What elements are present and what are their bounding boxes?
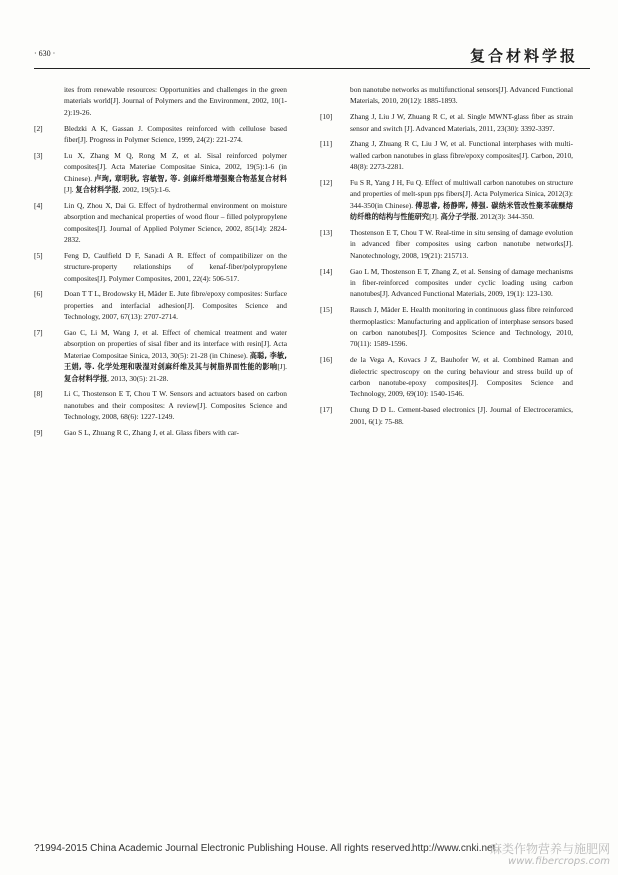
reference-number: [17] — [320, 405, 333, 415]
reference-text: Lin Q, Zhou X, Dai G. Effect of hydrothermal environment on moisture absorption and mechanical properties of wood flour – filled polypropylene composites[J]. Journal of Applied Polymer Science, 2002, 85(14): 2824-2832. — [64, 200, 287, 245]
reference-text: Chung D D L. Cement-based electronics [J]. Journal of Electroceramics, 2001, 6(1): 75-88. — [350, 405, 573, 426]
reference-number: [15] — [320, 305, 333, 315]
reference-text: Feng D, Caulfield D F, Sanadi A R. Effect of compatibilizer on the structure-property relationships of kenaf-fiber/polypropylene composites[J]. Polymer Composites, 2001, 22(4): 506-517. — [64, 250, 287, 283]
reference-text: Fu S R, Yang J H, Fu Q. Effect of multiwall carbon nanotubes on structure and properties of melt-spun pps fibers[J]. Acta Polymerica Sinica, 2012(3): 344-350(in Chinese). — [350, 178, 573, 210]
reference-text-chinese: 高分子学报 — [440, 212, 477, 222]
reference-item — [320, 404, 573, 427]
reference-text-chinese: 复合材料学报 — [64, 373, 108, 383]
reference-text: [J]. — [429, 212, 441, 222]
reference-number: [9] — [34, 428, 43, 438]
journal-title: 复合材料学报 — [469, 47, 578, 65]
reference-number: [14] — [320, 266, 333, 276]
page-number: · 630 · — [34, 49, 56, 58]
reference-item — [320, 354, 573, 400]
reference-item — [34, 288, 287, 322]
reference-text: Zhang J, Liu J W, Zhuang R C, et al. Single MWNT-glass fiber as strain sensor and switch [J]. Advanced Materials, 2011, 23(30): 3392-3397. — [350, 112, 573, 133]
reference-text: , 2013, 30(5): 21-28. — [107, 373, 169, 383]
reference-text: , 2012(3): 344-350. — [476, 212, 535, 222]
reference-text-chinese: 复合材料学报 — [75, 185, 119, 195]
reference-item — [34, 427, 287, 438]
reference-text: ites from renewable resources: Opportunities and challenges in the green materials world[J]. Journal of Polymers and the Environment, 2002, 10(1-2):19-26. — [64, 85, 287, 117]
reference-item — [320, 177, 573, 223]
reference-text-chinese: 高聪, 李敏, 王娟, 等. 化学处理和吸湿对剑麻纤维及其与树脂界面性能的影响 — [64, 350, 287, 372]
reference-text: Rausch J, Mäder E. Health monitoring in continuous glass fibre reinforced thermoplastics: Manufacturing and application of interphase sensors based on carbon nanotubes[J]. Composites Science and Technology, 2010, 70(11): 1589-1596. — [350, 305, 573, 349]
reference-text: Lu X, Zhang M Q, Rong M Z, et al. Sisal reinforced polymer composites[J]. Acta Materiae Compositae Sinica, 2002, 19(5):1-6 (in Chinese). — [64, 150, 287, 183]
reference-item — [320, 111, 573, 134]
reference-text: Gao L M, Thostenson E T, Zhang Z, et al. Sensing of damage mechanisms in fiber-reinforced composites under cyclic loading using carbon nanotubes[J]. Advanced Functional Materials, 2009, 19(1): 123-130. — [350, 266, 573, 299]
watermark-cn: 麻类作物营养与施肥网 — [489, 842, 610, 856]
reference-item — [34, 200, 287, 246]
reference-item — [320, 304, 573, 350]
reference-item — [320, 266, 573, 300]
reference-text: [J]. — [277, 362, 287, 372]
reference-text: de la Vega A, Kovacs J Z, Bauhofer W, et al. Combined Raman and dielectric spectroscopy on the curing behaviour and stress build up of carbon nanotube-epoxy composites[J]. Composites Science and Technology, 2009, 69(10): 1540-1546. — [350, 355, 573, 399]
reference-number: [6] — [34, 289, 43, 299]
reference-text-chinese: 傅思睿, 杨静晖, 傅强. 碳纳米管改性聚苯硫醚熔纺纤维的结构与性能研究 — [350, 200, 573, 222]
reference-text: bon nanotube networks as multifunctional sensors[J]. Advanced Functional Materials, 2010, 20(12): 1885-1893. — [350, 85, 573, 106]
footer-copyright: ?1994-2015 China Academic Journal Electronic Publishing House. All rights reserved. — [34, 843, 414, 854]
references-left-column — [34, 84, 287, 443]
reference-item — [34, 84, 287, 118]
reference-item — [34, 250, 287, 284]
footer-site-link[interactable]: http://www.cnki.net — [412, 843, 496, 854]
reference-text: Gao C, Li M, Wang J, et al. Effect of chemical treatment and water absorption on properties of sisal fiber and its interface with resin[J]. Acta Materiae Compositae Sinica, 2013, 30(5): 21-28 (in Chinese). — [64, 328, 287, 360]
reference-item — [34, 388, 287, 422]
reference-number: [8] — [34, 389, 43, 399]
reference-item — [34, 150, 287, 196]
reference-text: Doan T T L, Brodowsky H, Mäder E. Jute fibre/epoxy composites: Surface properties and interfacial adhesion[J]. Composites Science and Technology, 2007, 67(13): 2707-2714. — [64, 289, 287, 322]
reference-text: Gao S L, Zhuang R C, Zhang J, et al. Glass fibers with car- — [64, 428, 239, 438]
reference-number: [12] — [320, 178, 333, 188]
reference-text: Thostenson E T, Chou T W. Real-time in situ sensing of damage evolution in advanced fiber composites using carbon nanotube networks[J]. Nanotechnology, 2008, 19(21): 215713. — [350, 228, 573, 260]
reference-number: [5] — [34, 250, 43, 260]
reference-number: [7] — [34, 328, 43, 338]
reference-text: , 2002, 19(5):1-6. — [118, 185, 171, 195]
references-right-column — [320, 84, 573, 431]
reference-text: [J]. — [64, 185, 76, 195]
reference-item — [320, 138, 573, 172]
reference-item — [320, 84, 573, 107]
reference-text: Li C, Thostenson E T, Chou T W. Sensors and actuators based on carbon nanotubes and their composites: A review[J]. Composites Science and Technology, 2008, 68(6): 1227-1249. — [64, 389, 287, 422]
reference-number: [3] — [34, 150, 43, 160]
reference-item — [34, 123, 287, 146]
reference-number: [16] — [320, 355, 333, 365]
reference-number: [4] — [34, 200, 43, 210]
reference-text: Bledzki A K, Gassan J. Composites reinforced with cellulose based fiber[J]. Progress in Polymer Science, 1999, 24(2): 221-274. — [64, 123, 287, 145]
reference-number: [11] — [320, 139, 333, 149]
reference-number: [13] — [320, 228, 333, 238]
reference-item — [320, 227, 573, 261]
reference-text-chinese: 卢珣, 章明秋, 容敏智, 等. 剑麻纤维增强聚合物基复合材料 — [94, 173, 287, 183]
reference-text: Zhang J, Zhuang R C, Liu J W, et al. Functional interphases with multi-walled carbon nanotubes in glass fibre/epoxy composites[J]. Carbon, 2010, 48(8): 2273-2281. — [350, 139, 573, 172]
reference-item — [34, 327, 287, 384]
header-rule — [34, 68, 590, 69]
reference-number: [2] — [34, 123, 43, 133]
reference-number: [10] — [320, 112, 333, 122]
watermark-url: www.fibercrops.com — [508, 856, 610, 867]
